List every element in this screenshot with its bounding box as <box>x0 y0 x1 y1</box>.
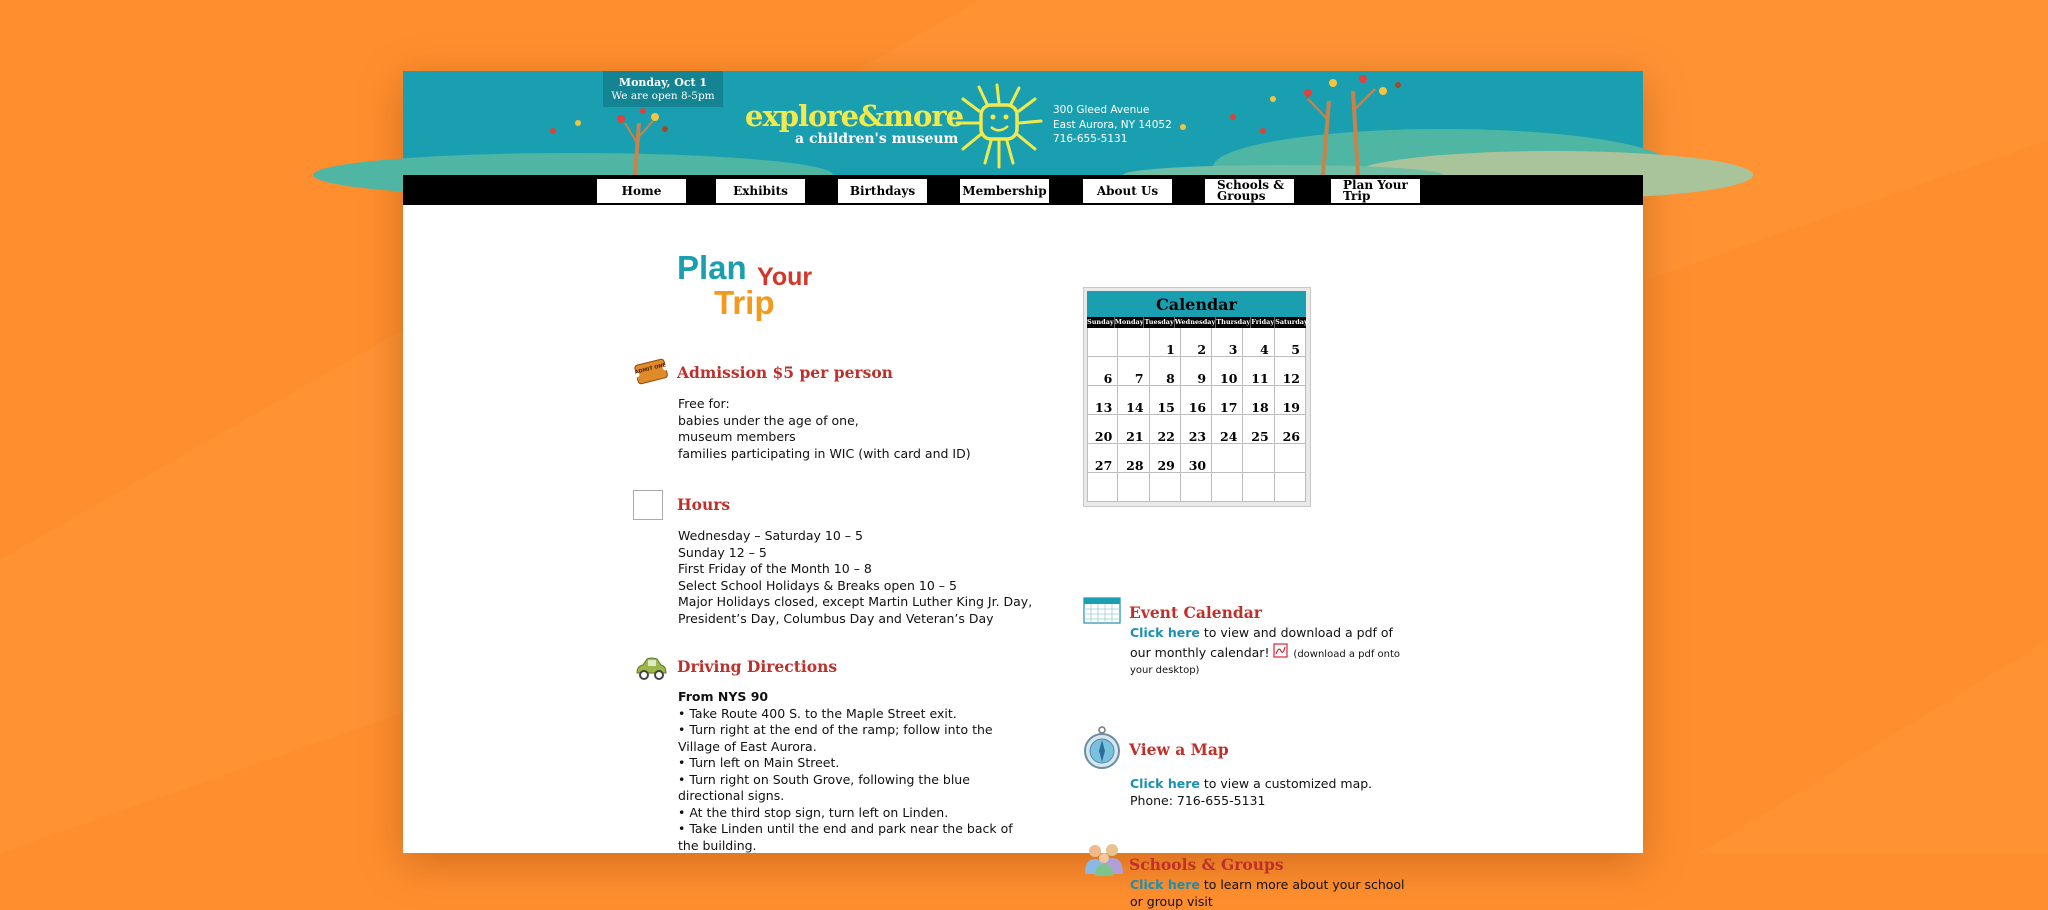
page-title-trip: Trip <box>714 284 775 322</box>
calendar-day-cell[interactable]: 4 <box>1243 328 1274 357</box>
view-map-text <box>1130 776 1372 809</box>
calendar-day-cell[interactable]: 9 <box>1181 357 1212 386</box>
calendar-day-cell[interactable]: 25 <box>1243 415 1274 444</box>
view-map-link[interactable]: Click here <box>1130 776 1200 791</box>
address-line: East Aurora, NY 14052 <box>1053 118 1172 133</box>
calendar-day-name: Wednesday <box>1174 317 1216 328</box>
calendar-title: Calendar <box>1087 291 1306 317</box>
calendar-day-cell[interactable]: 11 <box>1243 357 1274 386</box>
calendar-day-cell[interactable]: 15 <box>1150 386 1181 415</box>
calendar-day-cell[interactable]: 18 <box>1243 386 1274 415</box>
address-line: 300 Gleed Avenue <box>1053 103 1172 118</box>
calendar-day-cell[interactable]: 23 <box>1181 415 1212 444</box>
direction-step-cont: Village of East Aurora. <box>678 739 1013 756</box>
ticket-text: ADMIT ONE <box>634 362 667 376</box>
calendar-day-cell <box>1243 444 1274 473</box>
directions-title: Driving Directions <box>677 657 837 676</box>
hours-details <box>678 528 1032 627</box>
direction-step: • At the third stop sign, turn left on Linden. <box>678 805 1013 822</box>
calendar-day-cell[interactable]: 3 <box>1212 328 1243 357</box>
direction-step: • Take Route 400 S. to the Maple Street exit. <box>678 706 1013 723</box>
nav-about-us[interactable]: About Us <box>1083 179 1172 203</box>
page-title-plan: Plan <box>677 249 747 287</box>
nav-label-line: Plan Your <box>1343 178 1408 192</box>
address-phone: 716-655-5131 <box>1053 132 1172 147</box>
calendar-day-name: Saturday <box>1274 317 1308 328</box>
calendar-day-cell[interactable]: 10 <box>1212 357 1243 386</box>
calendar-day-cell[interactable]: 17 <box>1212 386 1243 415</box>
calendar-day-name: Friday <box>1250 317 1274 328</box>
calendar-day-cell[interactable]: 12 <box>1275 357 1306 386</box>
calendar-day-cell[interactable]: 22 <box>1150 415 1181 444</box>
calendar-day-cell <box>1212 444 1243 473</box>
event-calendar-desc: to view and download a pdf of <box>1200 625 1393 640</box>
calendar-day-name: Sunday <box>1087 317 1114 328</box>
direction-step: • Turn left on Main Street. <box>678 755 1013 772</box>
direction-step-cont: directional signs. <box>678 788 1013 805</box>
directions-list <box>678 689 1013 854</box>
calendar-day-cell <box>1118 473 1149 502</box>
people-group-icon <box>1083 842 1125 876</box>
admission-line: babies under the age of one, <box>678 413 971 430</box>
calendar-day-cell[interactable]: 1 <box>1150 328 1181 357</box>
schools-groups-desc-2: or group visit <box>1130 894 1405 910</box>
event-calendar-text <box>1130 623 1400 665</box>
calendar-day-cell[interactable]: 14 <box>1118 386 1149 415</box>
museum-phone: Phone: 716-655-5131 <box>1130 793 1372 810</box>
pdf-download-note: (download a pdf onto <box>1293 649 1400 660</box>
hours-clock-icon-broken <box>633 490 663 520</box>
calendar-day-cell[interactable]: 6 <box>1087 357 1118 386</box>
nav-exhibits[interactable]: Exhibits <box>716 179 805 203</box>
main-content <box>403 205 1643 853</box>
calendar-day-cell[interactable]: 16 <box>1181 386 1212 415</box>
nav-home[interactable]: Home <box>597 179 686 203</box>
today-info-box <box>603 71 723 107</box>
schools-groups-title: Schools & Groups <box>1129 855 1284 874</box>
calendar-day-cell <box>1150 473 1181 502</box>
admission-ticket-icon <box>633 355 669 387</box>
admission-title: Admission $5 per person <box>677 363 893 382</box>
schools-groups-link[interactable]: Click here <box>1130 877 1200 892</box>
calendar-day-cell <box>1275 444 1306 473</box>
hours-line: Major Holidays closed, except Martin Luther King Jr. Day, <box>678 594 1032 611</box>
hours-line: Select School Holidays & Breaks open 10 – 5 <box>678 578 1032 595</box>
today-hours: We are open 8-5pm <box>603 90 723 102</box>
calendar-day-names <box>1087 317 1306 328</box>
direction-step: • Take Linden until the end and park near the back of <box>678 821 1013 838</box>
calendar-day-cell[interactable]: 28 <box>1118 444 1149 473</box>
nav-birthdays[interactable]: Birthdays <box>838 179 927 203</box>
view-map-title: View a Map <box>1129 740 1229 759</box>
nav-schools-groups[interactable] <box>1205 179 1294 203</box>
calendar-day-cell[interactable]: 29 <box>1150 444 1181 473</box>
calendar-day-cell[interactable]: 7 <box>1118 357 1149 386</box>
hours-line: Wednesday – Saturday 10 – 5 <box>678 528 1032 545</box>
calendar-day-cell[interactable]: 2 <box>1181 328 1212 357</box>
page-title-your: Your <box>757 263 812 292</box>
calendar-day-name: Tuesday <box>1143 317 1173 328</box>
calendar-day-name: Monday <box>1114 317 1144 328</box>
smiling-sun-icon <box>951 83 1047 169</box>
hours-line: President’s Day, Columbus Day and Veteran’s Day <box>678 611 1032 628</box>
admission-line: families participating in WIC (with card and ID) <box>678 446 971 463</box>
calendar-day-cell[interactable]: 24 <box>1212 415 1243 444</box>
directions-subtitle: From NYS 90 <box>678 689 1013 706</box>
calendar-day-cell <box>1243 473 1274 502</box>
view-map-desc: to view a customized map. <box>1200 776 1372 791</box>
pdf-download-note-2: your desktop) <box>1130 665 1199 677</box>
calendar-widget[interactable] <box>1083 287 1311 507</box>
compass-map-icon <box>1083 725 1121 771</box>
calendar-day-cell[interactable]: 19 <box>1275 386 1306 415</box>
calendar-day-cell[interactable]: 27 <box>1087 444 1118 473</box>
nav-label-line: Trip <box>1343 189 1370 203</box>
calendar-day-cell[interactable]: 8 <box>1150 357 1181 386</box>
nav-plan-your-trip[interactable] <box>1331 179 1420 203</box>
calendar-day-cell <box>1212 473 1243 502</box>
direction-step-cont: the building. <box>678 838 1013 855</box>
calendar-day-cell <box>1087 328 1118 357</box>
hours-title: Hours <box>677 495 730 514</box>
calendar-day-cell <box>1087 473 1118 502</box>
site-logo[interactable] <box>745 101 963 147</box>
nav-label-line: Groups <box>1217 189 1265 203</box>
calendar-day-cell[interactable]: 20 <box>1087 415 1118 444</box>
hours-line: Sunday 12 – 5 <box>678 545 1032 562</box>
calendar-day-cell <box>1275 473 1306 502</box>
event-calendar-title: Event Calendar <box>1129 603 1262 622</box>
calendar-day-cell <box>1118 328 1149 357</box>
logo-sub-text: a children's museum <box>795 131 963 147</box>
calendar-day-cell[interactable]: 21 <box>1118 415 1149 444</box>
nav-membership[interactable]: Membership <box>960 179 1049 203</box>
calendar-day-name: Thursday <box>1215 317 1250 328</box>
calendar-grid <box>1087 328 1306 502</box>
direction-step: • Turn right at the end of the ramp; follow into the <box>678 722 1013 739</box>
car-icon <box>633 656 669 682</box>
admission-details <box>678 396 971 462</box>
event-calendar-icon <box>1083 596 1121 624</box>
admission-line: Free for: <box>678 396 971 413</box>
direction-step: • Turn right on South Grove, following the blue <box>678 772 1013 789</box>
event-calendar-desc-2: our monthly calendar! <box>1130 645 1273 660</box>
main-navigation <box>403 175 1643 205</box>
calendar-day-cell[interactable]: 30 <box>1181 444 1212 473</box>
site-header <box>403 71 1643 175</box>
museum-address <box>1053 103 1172 147</box>
today-date: Monday, Oct 1 <box>603 76 723 89</box>
nav-label-line: Schools & <box>1217 178 1284 192</box>
calendar-day-cell[interactable]: 13 <box>1087 386 1118 415</box>
calendar-day-cell[interactable]: 26 <box>1275 415 1306 444</box>
logo-main-text: explore&more <box>745 101 963 131</box>
admission-line: museum members <box>678 429 971 446</box>
pdf-icon[interactable] <box>1273 643 1289 658</box>
calendar-day-cell <box>1181 473 1212 502</box>
website-page <box>403 71 1643 853</box>
calendar-day-cell[interactable]: 5 <box>1275 328 1306 357</box>
schools-groups-text <box>1130 877 1405 910</box>
schools-groups-desc: to learn more about your school <box>1200 877 1405 892</box>
hours-line: First Friday of the Month 10 – 8 <box>678 561 1032 578</box>
event-calendar-link[interactable]: Click here <box>1130 625 1200 640</box>
